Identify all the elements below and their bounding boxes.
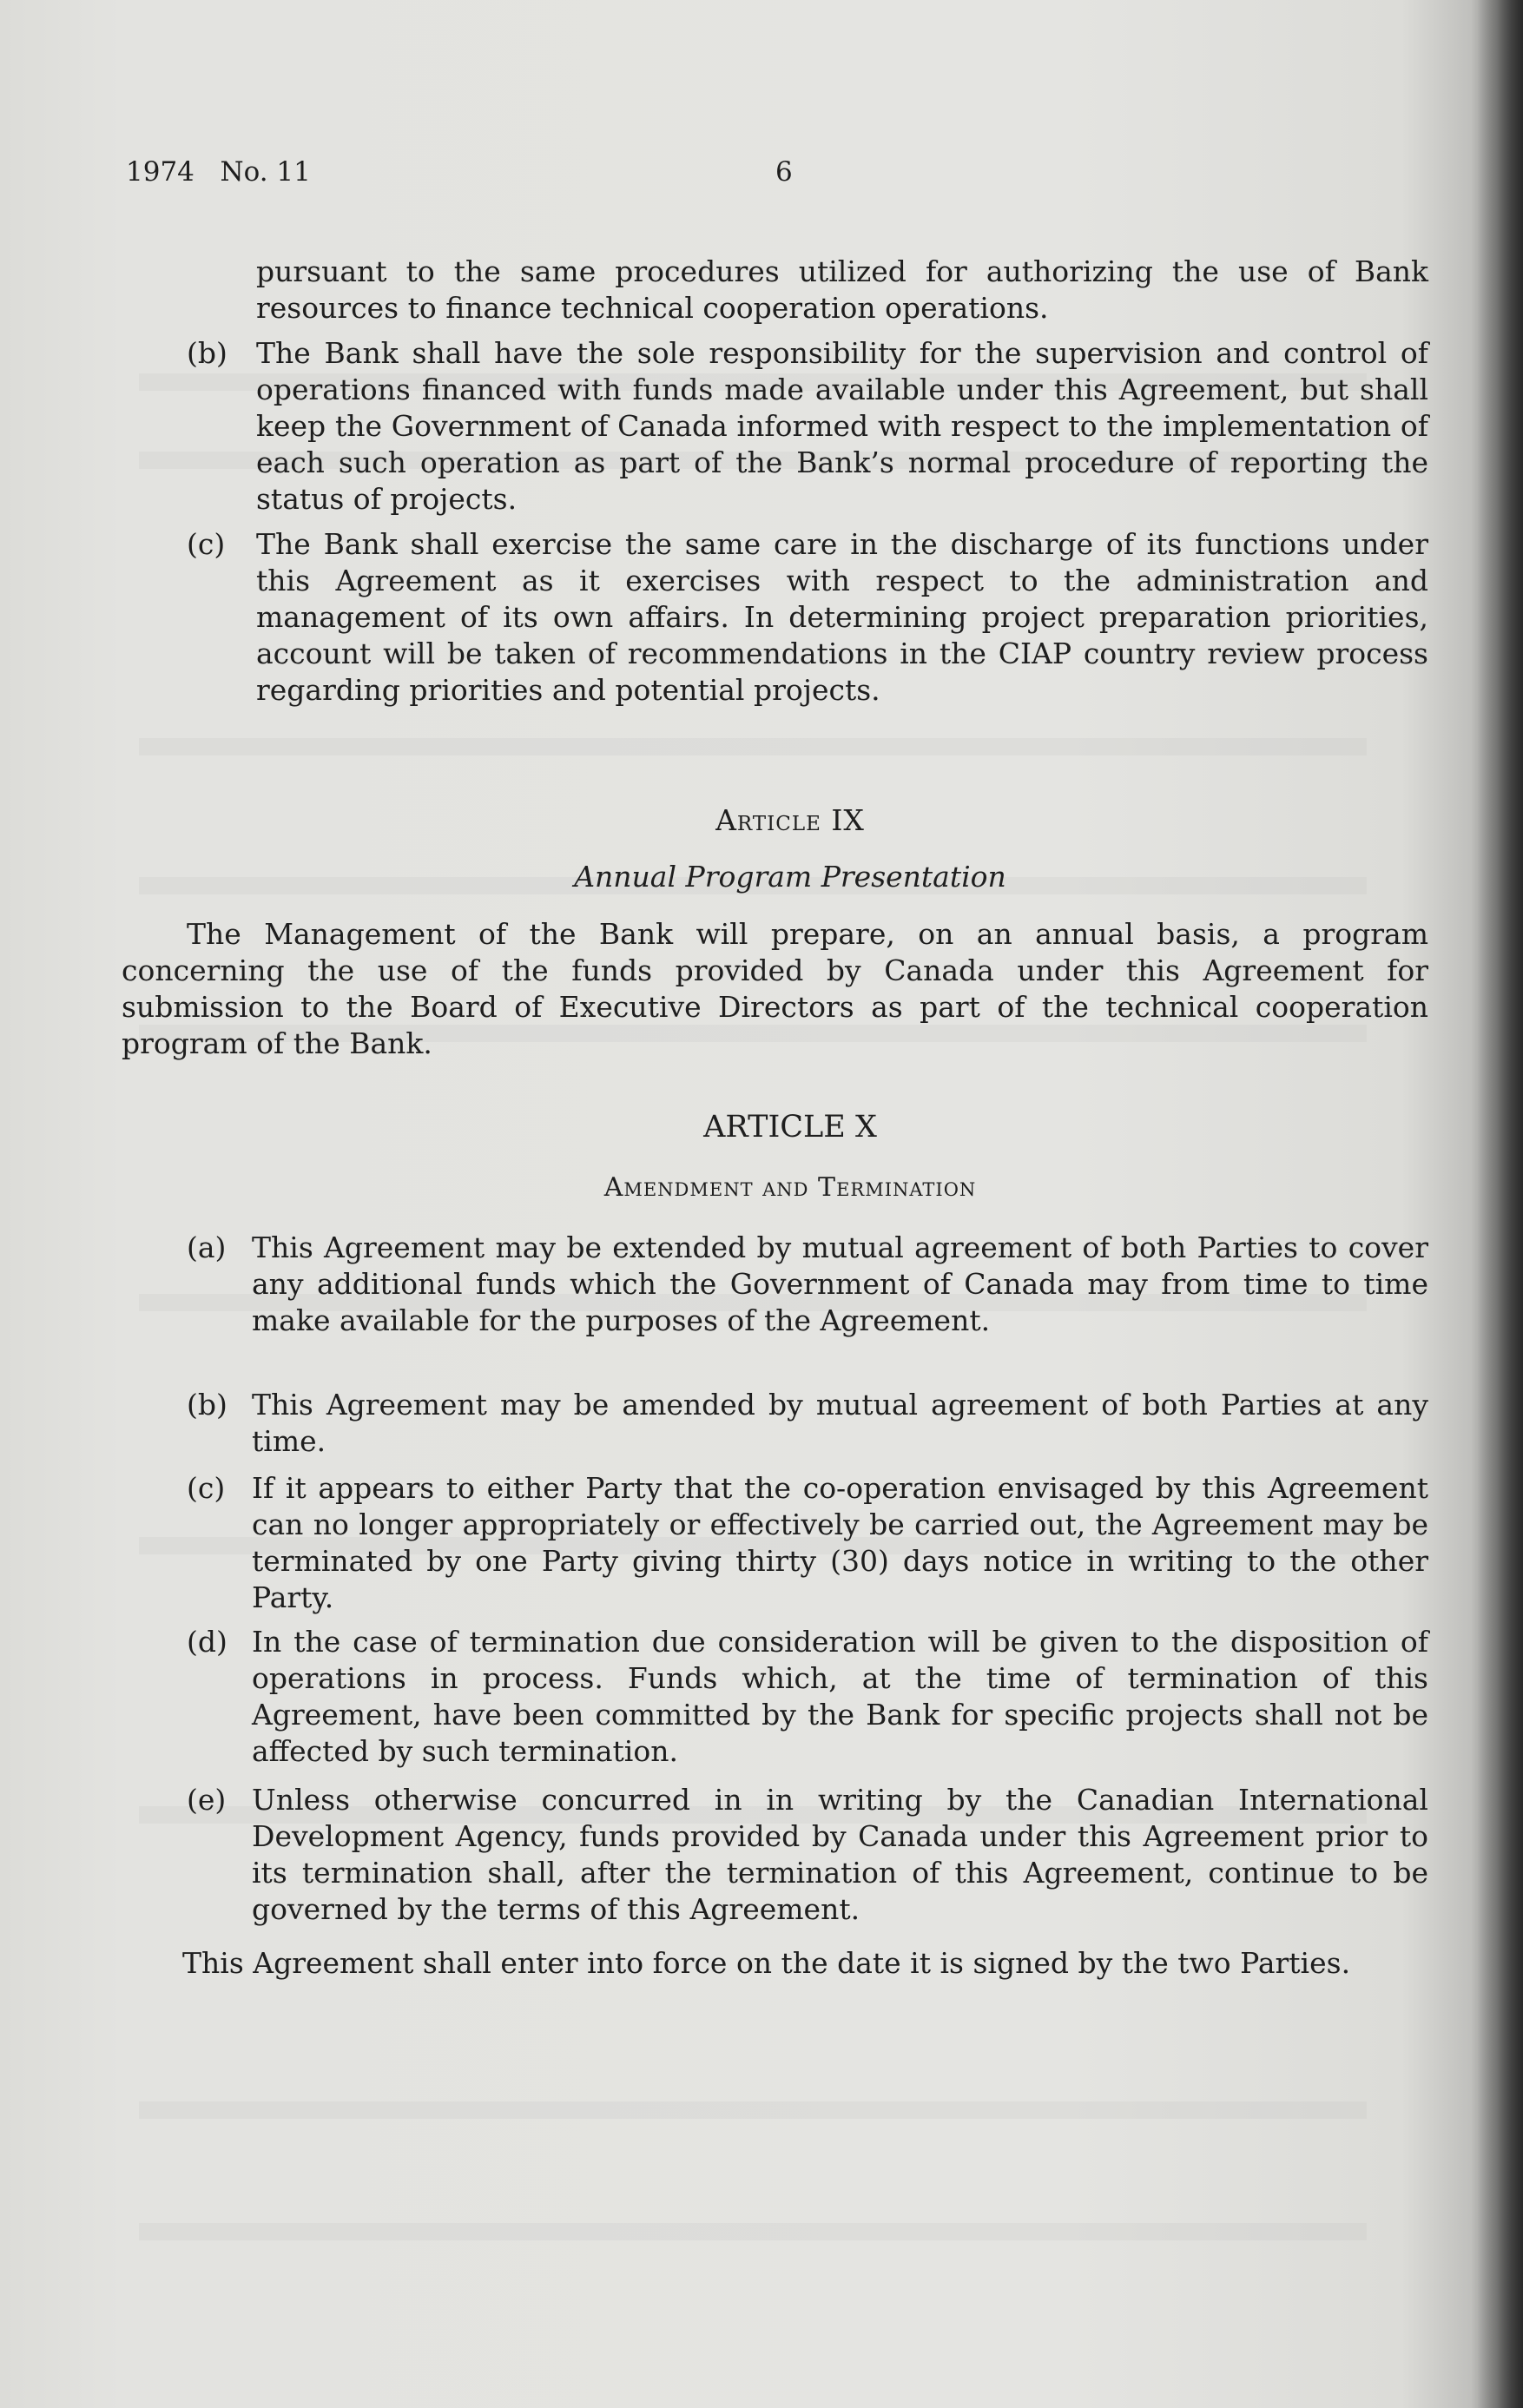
item-text: Unless otherwise concurred in in writing by the Canadian International Development Agency, funds provided by Canada under this Agreement prior to its termination shall, after the termination of this Agreement, continue to be governed by the terms of this Agreement. — [252, 1783, 1428, 1926]
item-text: In the case of termination due consideration will be given to the disposition of operations in process. Funds which, at the time of termination of this Agreement, have been committed by the Bank for specific projects shall not be affected by such termination. — [252, 1625, 1428, 1768]
closing-paragraph: This Agreement shall enter into force on the date it is signed by the two Parties. — [182, 1946, 1351, 1980]
item-text: This Agreement may be extended by mutual agreement of both Parties to cover any additional funds which the Government of Canada may from time to time make available for the purposes of the Agreement. — [252, 1230, 1428, 1337]
article-subheading: Amendment and Termination — [603, 1172, 977, 1203]
paragraph-continuation: pursuant to the same procedures utilized for authorizing the use of Bank resources to finance technical cooperation operations. — [256, 254, 1428, 325]
article-subheading: Annual Program Presentation — [574, 860, 1006, 894]
item-label: (e) — [187, 1783, 227, 1817]
binding-edge-shadow — [1471, 0, 1523, 2408]
article-heading: Article IX — [715, 803, 865, 837]
item-label: (b) — [187, 336, 227, 370]
item-label: (d) — [187, 1625, 227, 1659]
article-heading: ARTICLE X — [703, 1110, 877, 1145]
item-text: If it appears to either Party that the co-operation envisaged by this Agreement can no longer appropriately or effectively be carried out, the Agreement may be terminated by one Party giving thirty (30) days notice in writing to the other Party. — [252, 1471, 1428, 1614]
item-label: (b) — [187, 1388, 227, 1422]
bleed-through-line — [139, 2223, 1367, 2240]
item-text: The Bank shall exercise the same care in the discharge of its functions under this Agreement as it exercises with respect to the administration and management of its own affairs. In determining project preparation priorities, account will be taken of recommendations in the CIAP country review process regarding priorities and potential projects. — [256, 527, 1428, 707]
bleed-through-line — [139, 738, 1367, 755]
item-label: (c) — [187, 527, 226, 561]
item-label: (c) — [187, 1471, 226, 1505]
item-label: (a) — [187, 1230, 227, 1264]
bleed-through-line — [139, 2101, 1367, 2119]
page-number: 6 — [775, 156, 793, 188]
header-year-number: 1974 No. 11 — [126, 156, 311, 188]
article-paragraph: The Management of the Bank will prepare, on an annual basis, a program concerning the use of the funds provided by Canada under this Agreement for submission to the Board of Executive Directors as part of the technical cooperation program of the Bank. — [122, 917, 1428, 1060]
item-text: The Bank shall have the sole responsibility for the supervision and control of operations financed with funds made available under this Agreement, but shall keep the Government of Canada informed with respect to the implementation of each such operation as part of the Bank’s normal procedure of reporting the status of projects. — [256, 336, 1428, 516]
item-text: This Agreement may be amended by mutual agreement of both Parties at any time. — [252, 1388, 1428, 1458]
